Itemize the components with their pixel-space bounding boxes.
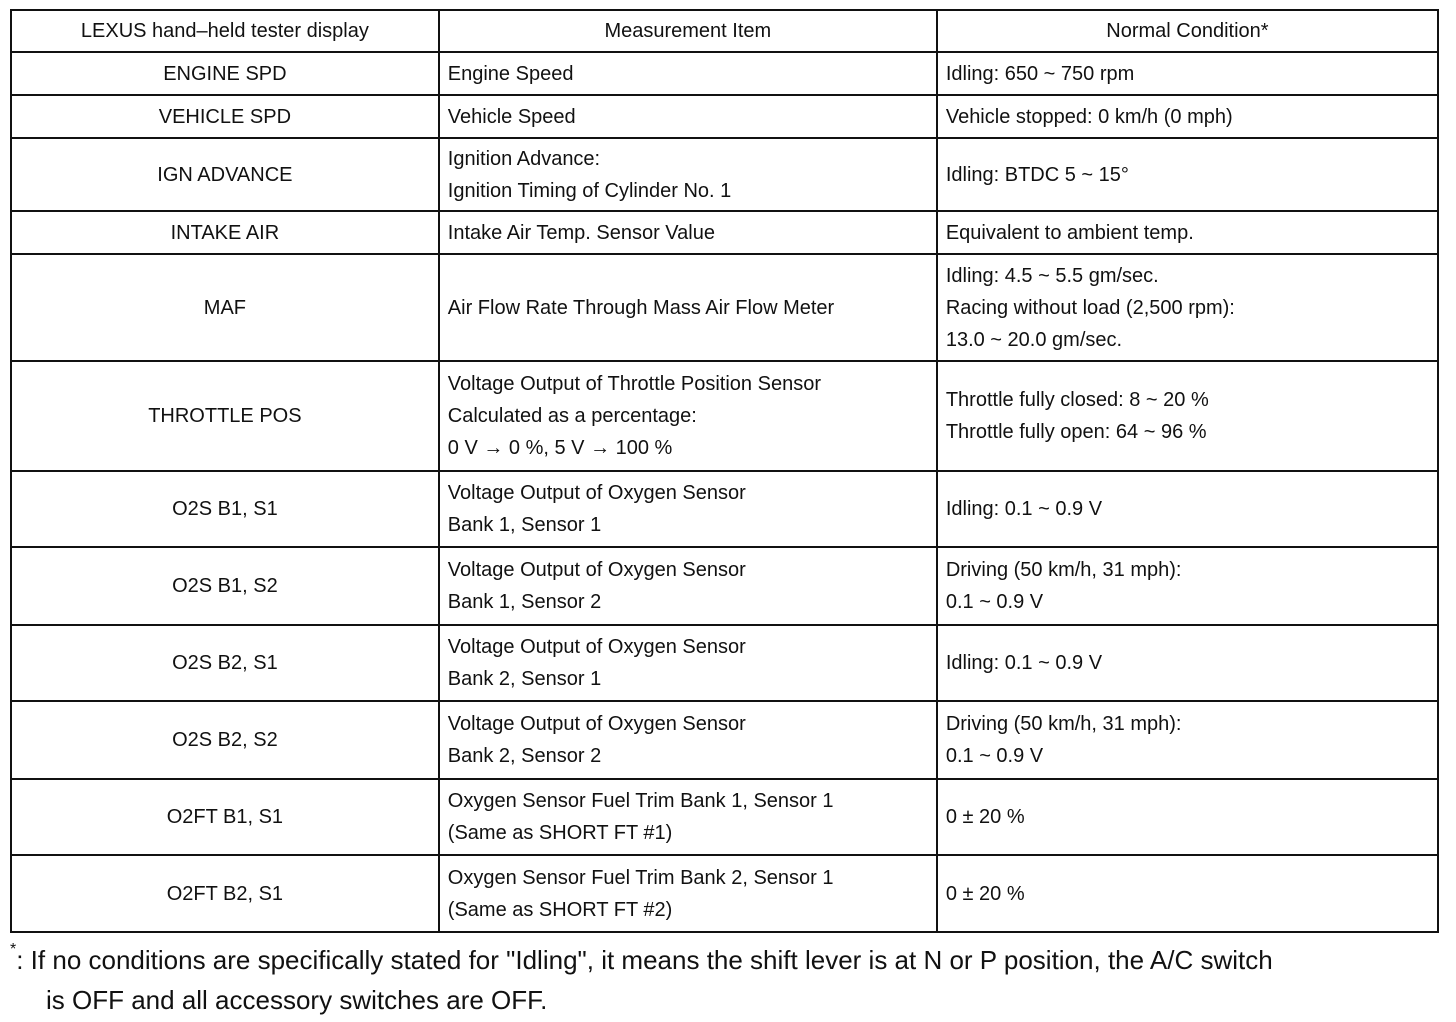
cell-measurement-item <box>439 361 937 471</box>
cell-normal-condition <box>937 211 1438 254</box>
table-row <box>11 361 1438 471</box>
cell-measurement-item <box>439 211 937 254</box>
measurement-item-line: Bank 1, Sensor 1 <box>447 514 602 536</box>
header-row <box>11 10 1438 52</box>
cell-display: O2S B1, S2 <box>11 547 439 625</box>
cell-measurement-item <box>439 95 937 138</box>
table-row <box>11 471 1438 547</box>
measurement-item-line: Ignition Timing of Cylinder No. 1 <box>447 179 732 202</box>
normal-condition-line: Idling: 650 ~ 750 rpm <box>945 62 1135 85</box>
normal-condition-line: 0 ± 20 % <box>945 806 1025 828</box>
normal-condition-line: Idling: 4.5 ~ 5.5 gm/sec. <box>945 264 1159 287</box>
cell-normal-condition <box>937 361 1438 471</box>
table-row <box>11 547 1438 625</box>
measurement-item-line: Intake Air Temp. Sensor Value <box>447 221 715 244</box>
spec-table <box>10 9 1439 933</box>
table-body <box>11 52 1438 932</box>
normal-condition-line: Idling: BTDC 5 ~ 15° <box>945 163 1129 186</box>
measurement-item-line: Voltage Output of Oxygen Sensor <box>447 482 746 504</box>
table-row <box>11 254 1438 361</box>
cell-display: O2FT B1, S1 <box>11 779 439 855</box>
normal-condition-line: Driving (50 km/h, 31 mph): <box>945 559 1182 581</box>
cell-measurement-item <box>439 701 937 779</box>
cell-display: THROTTLE POS <box>11 361 439 471</box>
cell-normal-condition <box>937 625 1438 701</box>
table-row <box>11 52 1438 95</box>
cell-display: MAF <box>11 254 439 361</box>
table-row <box>11 701 1438 779</box>
cell-normal-condition <box>937 547 1438 625</box>
measurement-item-line: Bank 2, Sensor 1 <box>447 668 602 690</box>
measurement-item-line: Bank 1, Sensor 2 <box>447 591 602 613</box>
cell-normal-condition <box>937 855 1438 932</box>
table-row <box>11 95 1438 138</box>
normal-condition-line: 0 ± 20 % <box>945 882 1025 905</box>
cell-normal-condition <box>937 138 1438 211</box>
measurement-item-line: Bank 2, Sensor 2 <box>447 745 602 767</box>
table-row <box>11 625 1438 701</box>
cell-measurement-item <box>439 625 937 701</box>
normal-condition-line: 13.0 ~ 20.0 gm/sec. <box>945 328 1123 351</box>
footnote-text-1: : If no conditions are specifically stated for "Idling", it means the shift lever is at N or P position, the A/C switch <box>16 945 1273 975</box>
cell-display: INTAKE AIR <box>11 211 439 254</box>
cell-display: VEHICLE SPD <box>11 95 439 138</box>
cell-measurement-item <box>439 52 937 95</box>
normal-condition-line: 0.1 ~ 0.9 V <box>945 591 1044 613</box>
cell-normal-condition <box>937 471 1438 547</box>
footnote-mark: * <box>10 941 17 958</box>
cell-measurement-item <box>439 471 937 547</box>
normal-condition-line: Racing without load (2,500 rpm): <box>945 296 1235 319</box>
cell-display: ENGINE SPD <box>11 52 439 95</box>
measurement-item-line: Voltage Output of Oxygen Sensor <box>447 559 746 581</box>
cell-measurement-item <box>439 547 937 625</box>
cell-normal-condition <box>937 254 1438 361</box>
normal-condition-line: Throttle fully closed: 8 ~ 20 % <box>945 389 1209 411</box>
normal-condition-line: Idling: 0.1 ~ 0.9 V <box>945 498 1103 520</box>
cell-normal-condition <box>937 95 1438 138</box>
table-row <box>11 211 1438 254</box>
cell-measurement-item <box>439 254 937 361</box>
normal-condition-line: Idling: 0.1 ~ 0.9 V <box>945 652 1103 674</box>
measurement-item-line: (Same as SHORT FT #1) <box>447 822 673 844</box>
header-item: Measurement Item <box>439 10 937 52</box>
cell-display: IGN ADVANCE <box>11 138 439 211</box>
normal-condition-line: Driving (50 km/h, 31 mph): <box>945 713 1182 735</box>
footnote-line-2: is OFF and all accessory switches are OFF. <box>46 985 548 1015</box>
cell-measurement-item <box>439 138 937 211</box>
measurement-item-line: Voltage Output of Throttle Position Sensor <box>447 373 821 395</box>
measurement-item-line: Engine Speed <box>447 62 574 85</box>
measurement-item-line: (Same as SHORT FT #2) <box>447 898 673 921</box>
measurement-item-line: Ignition Advance: <box>447 147 601 170</box>
cell-normal-condition <box>937 701 1438 779</box>
footnote <box>10 940 1446 1020</box>
cell-measurement-item <box>439 855 937 932</box>
measurement-item-line: Voltage Output of Oxygen Sensor <box>447 713 746 735</box>
measurement-item-line: 0 V → 0 %, 5 V → 100 % <box>447 437 673 459</box>
header-display: LEXUS hand–held tester display <box>11 10 439 52</box>
header-condition: Normal Condition* <box>937 10 1438 52</box>
cell-measurement-item <box>439 779 937 855</box>
table-row <box>11 855 1438 932</box>
cell-normal-condition <box>937 52 1438 95</box>
normal-condition-line: Equivalent to ambient temp. <box>945 221 1194 244</box>
table-row <box>11 138 1438 211</box>
table-row <box>11 779 1438 855</box>
cell-display: O2S B2, S1 <box>11 625 439 701</box>
cell-normal-condition <box>937 779 1438 855</box>
measurement-item-line: Calculated as a percentage: <box>447 405 697 427</box>
cell-display: O2S B2, S2 <box>11 701 439 779</box>
normal-condition-line: Vehicle stopped: 0 km/h (0 mph) <box>945 105 1233 128</box>
normal-condition-line: 0.1 ~ 0.9 V <box>945 745 1044 767</box>
measurement-item-line: Oxygen Sensor Fuel Trim Bank 1, Sensor 1 <box>447 790 834 812</box>
cell-display: O2S B1, S1 <box>11 471 439 547</box>
measurement-item-line: Oxygen Sensor Fuel Trim Bank 2, Sensor 1 <box>447 866 834 889</box>
measurement-item-line: Vehicle Speed <box>447 105 576 128</box>
measurement-item-line: Voltage Output of Oxygen Sensor <box>447 636 746 658</box>
measurement-item-line: Air Flow Rate Through Mass Air Flow Meter <box>447 296 835 319</box>
cell-display: O2FT B2, S1 <box>11 855 439 932</box>
normal-condition-line: Throttle fully open: 64 ~ 96 % <box>945 421 1207 443</box>
footnote-line-1 <box>10 940 1446 980</box>
